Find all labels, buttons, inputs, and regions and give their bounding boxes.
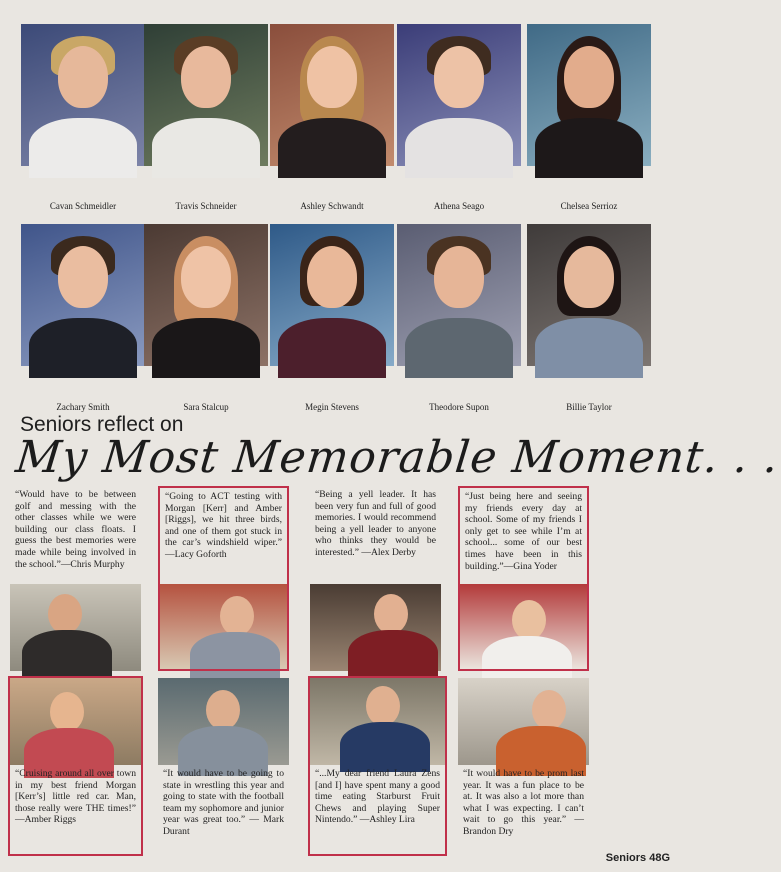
candid-photo	[310, 678, 445, 765]
portrait-photo	[144, 24, 268, 166]
portrait-photo	[270, 224, 394, 366]
student-name: Sara Stalcup	[183, 402, 229, 412]
student-name: Theodore Supon	[429, 402, 489, 412]
portrait-photo	[527, 224, 651, 366]
student-name: Zachary Smith	[56, 402, 110, 412]
portrait-photo	[144, 224, 268, 366]
page-footer	[606, 852, 670, 864]
candid-photo	[158, 678, 289, 765]
student-name: Travis Schneider	[175, 201, 237, 211]
candid-photo	[10, 678, 141, 765]
portrait-photo	[397, 224, 521, 366]
frame-rail	[158, 669, 289, 671]
portrait-photo	[270, 24, 394, 166]
frame-rail	[445, 676, 447, 856]
frame-rail	[141, 676, 143, 856]
quote-block: “Would have to be between golf and messing with the other classes while we were building our class floats. I guess the best memories were made while being involved in the school.”—Chris Murphy	[15, 489, 136, 570]
portrait-photo	[21, 224, 145, 366]
student-name: Athena Seago	[433, 201, 485, 211]
portrait-photo	[397, 24, 521, 166]
candid-photo	[310, 584, 441, 671]
page-number: 48G	[649, 852, 670, 864]
frame-rail	[8, 676, 143, 678]
frame-rail	[308, 676, 447, 678]
quote-block: “Just being here and seeing my friends every day at school. Some of my friends I only get to see while I’m at school... some of our best times have been in this building.”—Gina Yoder	[458, 486, 589, 586]
student-name: Billie Taylor	[566, 402, 612, 412]
candid-photo	[460, 584, 587, 671]
candid-photo	[458, 678, 589, 765]
frame-rail	[587, 584, 589, 670]
quote-block: “Cruising around all over town in my best friend Morgan [Kerr’s] little red car. Man, those really were THE times!” —Amber Riggs	[10, 765, 141, 856]
student-name: Ashley Schwandt	[300, 201, 364, 211]
quote-block: “It would have to be going to state in wrestling this year and going to state with the football team my sophomore and junior year was great too.” — Mark Durant	[163, 768, 284, 837]
section-intro: Seniors reflect on	[20, 413, 184, 436]
candid-photo	[10, 584, 141, 671]
frame-rail	[458, 669, 589, 671]
frame-rail	[287, 584, 289, 670]
student-name: Cavan Schmeidler	[49, 201, 117, 211]
section-title: My Most Memorable Moment. . .	[13, 432, 781, 483]
portrait-photo	[527, 24, 651, 166]
quote-block: “Going to ACT testing with Morgan [Kerr] and Amber [Riggs], we hit three birds, and one of them got stuck in the car’s windshield wiper.” —Lacy Goforth	[158, 486, 289, 586]
portrait-photo	[21, 24, 145, 166]
student-name: Chelsea Serrioz	[560, 201, 618, 211]
quote-block: “It would have to be prom last year. It was a fun place to be at. It was also a lot more than what I was expecting. I can’t wait to go this year.” —Brandon Dry	[463, 768, 584, 837]
student-name: Megin Stevens	[305, 402, 359, 412]
footer-label: Seniors	[605, 852, 647, 864]
candid-photo	[160, 584, 287, 671]
quote-block: “Being a yell leader. It has been very fun and full of good memories. I would recommend being a yell leader to anyone who thinks they would be interested.” —Alex Derby	[315, 489, 436, 558]
quote-block: “...My dear friend Laura Zens [and I] have spent many a good time eating Starburst Fruit Chews and playing Super Nintendo.” —Ashley Lira	[310, 765, 445, 856]
